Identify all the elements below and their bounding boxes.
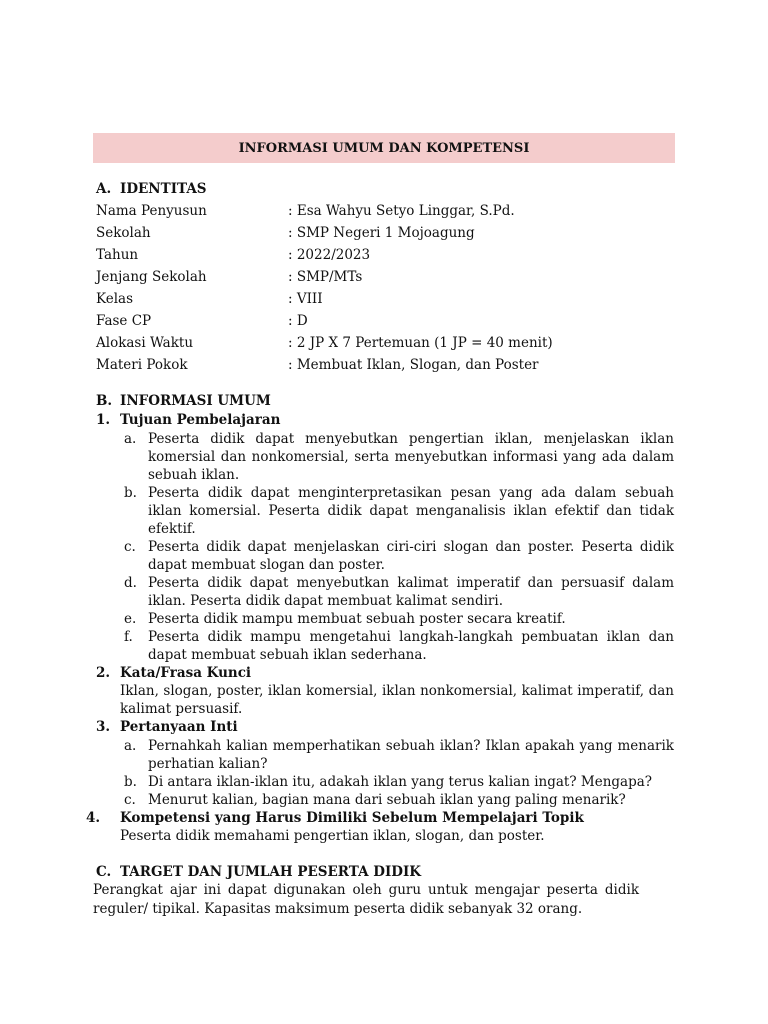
list-item-marker: f.: [124, 629, 133, 645]
list-item-text: Di antara iklan-iklan itu, adakah iklan yang terus kalian ingat? Mengapa?: [148, 774, 653, 790]
section-b-heading: INFORMASI UMUM: [120, 393, 271, 409]
identity-label: Materi Pokok: [96, 357, 188, 373]
document-title-banner: [93, 133, 675, 163]
identity-value: : SMP Negeri 1 Mojoagung: [288, 225, 475, 241]
subsection-heading-kompetensi: Kompetensi yang Harus Dimiliki Sebelum Mempelajari Topik: [120, 810, 584, 826]
identity-label: Jenjang Sekolah: [96, 269, 207, 285]
identity-value: : VIII: [288, 291, 323, 307]
subsection-marker: 3.: [96, 719, 111, 735]
identity-value: : Esa Wahyu Setyo Linggar, S.Pd.: [288, 203, 515, 219]
identity-value: : D: [288, 313, 308, 329]
identity-value: : 2 JP X 7 Pertemuan (1 JP = 40 menit): [288, 335, 553, 351]
list-item-marker: c.: [124, 792, 136, 808]
section-b-marker: B.: [96, 393, 113, 409]
list-item-marker: b.: [124, 485, 137, 501]
identity-label: Kelas: [96, 291, 134, 307]
list-item-marker: a.: [124, 431, 137, 447]
list-item-text: Pernahkah kalian memperhatikan sebuah iklan? Iklan apakah yang menarik perhatian kalian?: [148, 738, 674, 772]
section-c-heading: TARGET DAN JUMLAH PESERTA DIDIK: [120, 864, 422, 880]
identity-label: Nama Penyusun: [96, 203, 207, 219]
identity-label: Tahun: [96, 247, 139, 263]
list-item-marker: a.: [124, 738, 137, 754]
section-a-marker: A.: [96, 181, 112, 197]
subsection-marker: 2.: [96, 665, 111, 681]
list-item-text: Peserta didik dapat menjelaskan ciri-ciri slogan dan poster. Peserta didik dapat membuat slogan dan poster.: [148, 539, 674, 573]
list-item-text: Peserta didik mampu membuat sebuah poster secara kreatif.: [148, 611, 566, 627]
identity-label: Fase CP: [96, 313, 152, 329]
subsection-heading-pertanyaan: Pertanyaan Inti: [120, 719, 238, 735]
list-item-text: Menurut kalian, bagian mana dari sebuah iklan yang paling menarik?: [148, 792, 626, 808]
identity-value: : 2022/2023: [288, 247, 371, 263]
list-item-text: Peserta didik mampu mengetahui langkah-langkah pembuatan iklan dan dapat membuat sebuah iklan sederhana.: [148, 629, 674, 663]
list-item-text: Peserta didik dapat menyebutkan pengertian iklan, menjelaskan iklan komersial dan nonkomersial, serta menyebutkan informasi yang ada dalam sebuah iklan.: [148, 431, 674, 483]
target-text: Perangkat ajar ini dapat digunakan oleh guru untuk mengajar peserta didik reguler/ tipikal. Kapasitas maksimum peserta didik sebanyak 32 orang.: [93, 882, 639, 917]
list-item-text: Peserta didik dapat menyebutkan kalimat imperatif dan persuasif dalam iklan. Peserta didik dapat membuat kalimat sendiri.: [148, 575, 674, 609]
list-item-marker: e.: [124, 611, 137, 627]
identity-value: : Membuat Iklan, Slogan, dan Poster: [288, 357, 539, 373]
identity-value: : SMP/MTs: [288, 269, 363, 285]
subsection-marker: 1.: [96, 412, 111, 428]
identity-label: Sekolah: [96, 225, 151, 241]
list-item-marker: d.: [124, 575, 137, 591]
section-a-heading: IDENTITAS: [120, 181, 207, 197]
subsection-marker: 4.: [86, 810, 101, 826]
list-item-marker: b.: [124, 774, 137, 790]
section-c-marker: C.: [96, 864, 112, 880]
keywords-text: Iklan, slogan, poster, iklan komersial, iklan nonkomersial, kalimat imperatif, dan kalimat persuasif.: [120, 683, 674, 717]
identity-label: Alokasi Waktu: [96, 335, 194, 351]
list-item-marker: c.: [124, 539, 136, 555]
list-item-text: Peserta didik dapat menginterpretasikan pesan yang ada dalam sebuah iklan komersial. Peserta didik dapat menganalisis iklan efektif dan tidak efektif.: [148, 485, 674, 537]
subsection-heading-kata-kunci: Kata/Frasa Kunci: [120, 665, 252, 681]
prerequisite-text: Peserta didik memahami pengertian iklan, slogan, dan poster.: [120, 828, 545, 844]
document-title: INFORMASI UMUM DAN KOMPETENSI: [238, 140, 530, 156]
subsection-heading-tujuan: Tujuan Pembelajaran: [120, 412, 281, 428]
